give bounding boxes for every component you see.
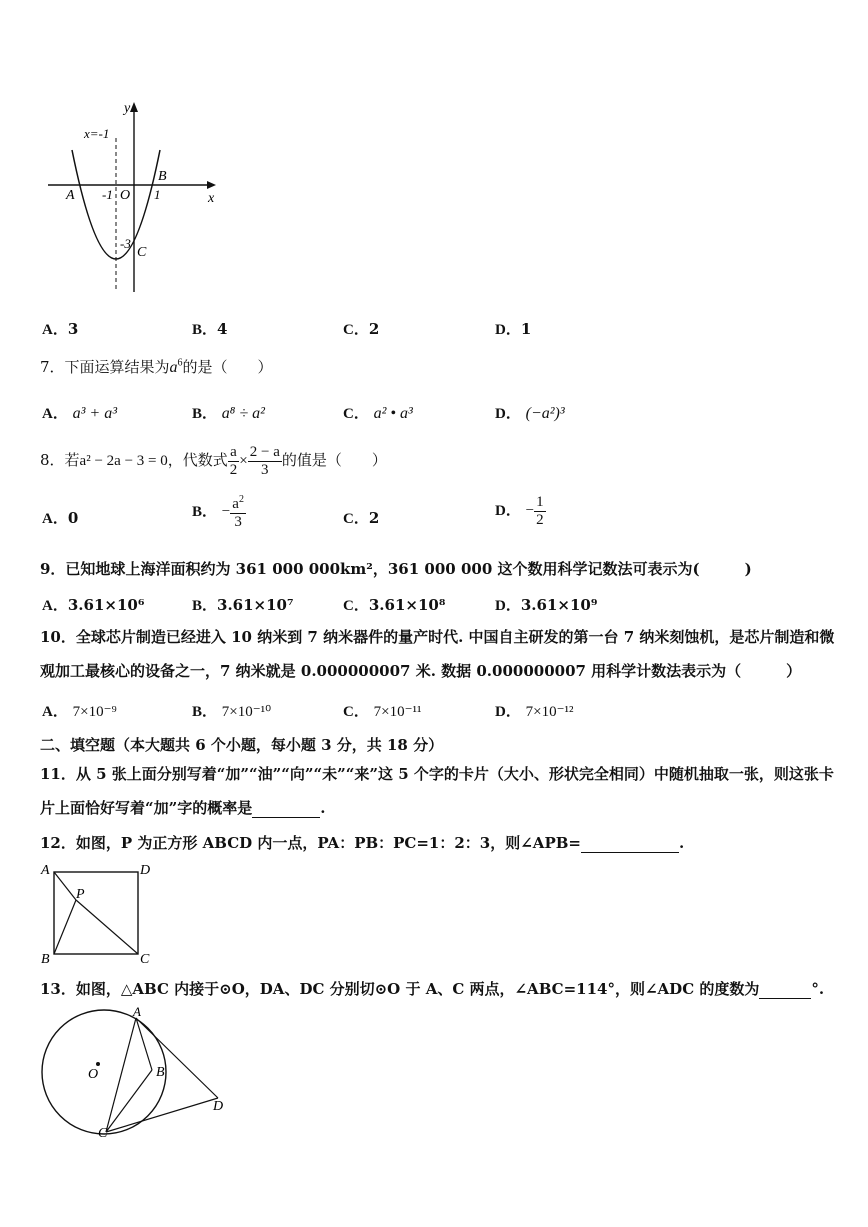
q9-stem: 9．已知地球上海洋面积约为 361 000 000km²，361 000 000 这个数用科学记数法可表示为( ): [40, 560, 752, 578]
vertex-label-b: B: [41, 952, 50, 967]
q8-stem: 8．若a² − 2a − 3 = 0，代数式 $\frac{a}{2}$ × $\frac{2 - a}{3}$ 的值是（ ）: [40, 444, 387, 478]
q9-option-b: B．3.61×10⁷: [192, 596, 294, 614]
q8-option-a: A．0: [42, 509, 79, 527]
q9-option-c: C．3.61×10⁸: [343, 596, 446, 614]
tick-label-neg3: -3: [120, 236, 131, 251]
tick-label-1: 1: [154, 187, 161, 202]
square-figure: [38, 860, 158, 968]
point-label-a: A: [66, 188, 75, 203]
q10-option-c: C． 7×10⁻¹¹: [343, 704, 422, 720]
q13-answer-blank[interactable]: [759, 980, 811, 999]
vertex-label-b: B: [156, 1065, 165, 1080]
q6-option-c: C．2: [343, 320, 380, 338]
q10-line2: 观加工最核心的设备之一，7 纳米就是 0.000000007 米. 数据 0.000000007 用科学计数法表示为（ ）: [40, 662, 802, 680]
q8-option-c: C．2: [343, 509, 380, 527]
q12-stem: 12．如图，P 为正方形 ABCD 内一点，PA：PB：PC=1：2：3，则∠APB= .: [40, 834, 685, 852]
vertex-label-a: A: [133, 1004, 141, 1019]
q6-option-b: B．4: [192, 320, 228, 338]
vertex-label-d: D: [140, 863, 151, 878]
q10-option-b: B． 7×10⁻¹⁰: [192, 704, 272, 720]
point-label-p: P: [76, 887, 85, 902]
origin-label: O: [120, 188, 131, 203]
q7-option-b: B． a⁸ ÷ a²: [192, 405, 265, 422]
q7-option-d: D． (−a²)³: [495, 405, 565, 422]
section-title-fill-in: 二、填空题（本大题共 6 个小题，每小题 3 分，共 18 分）: [40, 736, 444, 754]
vertex-label-a: A: [41, 863, 50, 878]
axis-label-y: y: [124, 101, 131, 116]
q11-answer-blank[interactable]: [252, 799, 320, 818]
q9-option-d: D．3.61×10⁹: [495, 596, 598, 614]
vertex-label-d: D: [213, 1099, 224, 1114]
q11-line1: 11．从 5 张上面分别写着“加”“油”“向”“未”“来”这 5 个字的卡片（大小、形状完全相同）中随机抽取一张，则这张卡: [40, 765, 834, 783]
vertex-label-c: C: [98, 1126, 108, 1140]
center-label-o: O: [88, 1067, 99, 1082]
axis-label-x: x: [208, 191, 215, 206]
q7-stem: 7．下面运算结果为$a^6$的是（ ）: [40, 357, 273, 376]
q7-option-c: C． a² • a³: [343, 405, 413, 422]
q9-option-a: A．3.61×10⁶: [42, 596, 145, 614]
q11-line2: 片上面恰好写着“加”字的概率是 .: [40, 799, 326, 817]
q6-option-d: D．1: [495, 320, 532, 338]
q6-option-a: A．3: [42, 320, 79, 338]
tick-label-neg1: -1: [102, 187, 113, 202]
circle-tangent-figure: [36, 1004, 236, 1140]
q12-answer-blank[interactable]: [581, 834, 679, 853]
point-label-c: C: [137, 245, 147, 260]
vertex-label-c: C: [140, 952, 150, 967]
q10-option-d: D． 7×10⁻¹²: [495, 704, 574, 720]
q10-line1: 10．全球芯片制造已经进入 10 纳米到 7 纳米器件的量产时代. 中国自主研发的第一台 7 纳米刻蚀机，是芯片制造和微: [40, 628, 835, 646]
q7-option-a: A． a³ + a³: [42, 405, 118, 422]
q8-option-b: B． − $\frac{a^2}{3}$: [192, 494, 244, 530]
symmetry-label: x=-1: [84, 126, 110, 141]
q8-option-d: D． − $\frac{1}{2}$: [495, 494, 544, 528]
q10-option-a: A． 7×10⁻⁹: [42, 704, 117, 720]
q13-stem: 13．如图，△ABC 内接于⊙O，DA、DC 分别切⊙O 于 A、C 两点，∠ABC=114°，则∠ADC 的度数为 °.: [40, 980, 825, 998]
point-label-b: B: [158, 169, 167, 184]
parabola-figure: [40, 98, 230, 300]
